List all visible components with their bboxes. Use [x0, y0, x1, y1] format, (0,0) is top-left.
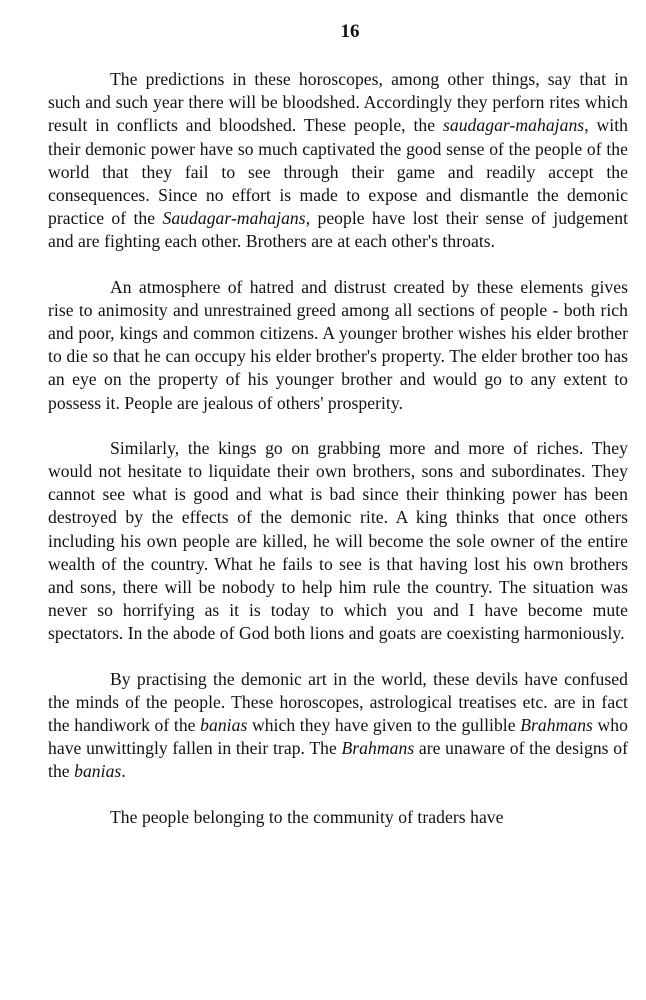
paragraph-4-text-2: which they have given to the gullible — [247, 715, 521, 736]
paragraph-1 — [48, 68, 628, 254]
paragraph-1-text-2: , with their demonic power have so much captivated the good sense of the people of the world that they fail to see through their game and readily accept the consequences. Since no effort is made to expose and dismantle the demonic practice of the — [48, 115, 628, 229]
paragraph-4-italic-banias-2: banias — [74, 761, 122, 782]
paragraph-4-text-5: . — [121, 761, 126, 782]
paragraph-4-italic-brahmans-2: Brahmans — [341, 738, 415, 759]
paragraph-4-italic-brahmans-1: Brahmans — [520, 715, 593, 736]
paragraph-1-text-1: The predictions in these horoscopes, among other things, say that in such and such year there will be bloodshed. Accordingly they perforn rites which result in conflicts and bloodshed. These people, the — [48, 69, 628, 136]
paragraph-5 — [48, 806, 628, 829]
paragraph-5-text: The people belonging to the community of traders have — [110, 806, 504, 827]
paragraph-4-text-3: who have unwittingly fallen in their trap. The — [48, 715, 628, 759]
paragraph-2 — [48, 276, 628, 415]
paragraph-1-text-3: , people have lost their sense of judgement and are fighting each other. Brothers are at each other's throats. — [48, 208, 629, 252]
paragraph-4-text-4: are unaware of the designs of the — [48, 738, 628, 782]
page-number: 16 — [340, 21, 360, 42]
paragraph-1-italic-saudagar-mahajans-upper: Saudagar-mahajans — [162, 208, 306, 229]
paragraph-2-text: An atmosphere of hatred and distrust created by these elements gives rise to animosity and unrestrained greed among all sections of people - both rich and poor, kings and common citizens. A younger brother wishes his elder brother to die so that he can occupy his elder brother's property. The elder brother too has an eye on the property of his younger brother and would go to any extent to possess it. People are jealous of others' prosperity. — [48, 276, 628, 413]
paragraph-4-text-1: By practising the demonic art in the world, these devils have confused the minds of the people. These horoscopes, astrological treatises etc. are in fact the handiwork of the — [48, 668, 628, 736]
paragraph-3 — [48, 437, 628, 646]
paragraph-4-italic-banias-1: banias — [200, 715, 248, 736]
paragraph-1-italic-saudagar-mahajans-lower: saudagar-mahajans — [442, 115, 585, 136]
paragraph-4 — [48, 668, 628, 784]
paragraph-3-text: Similarly, the kings go on grabbing more and more of riches. They would not hesitate to liquidate their own brothers, sons and subordinates. They cannot see what is good and what is bad since their thinking power has been destroyed by the effects of the demonic rite. A king thinks that once others including his own people are killed, he will become the sole owner of the entire wealth of the country. What he fails to see is that having lost his own brothers and sons, there will be nobody to help him rule the country. The situation was never so horrifying as it is today to which you and I have become mute spectators. In the abode of God both lions and goats are coexisting harmoniously. — [48, 437, 628, 644]
